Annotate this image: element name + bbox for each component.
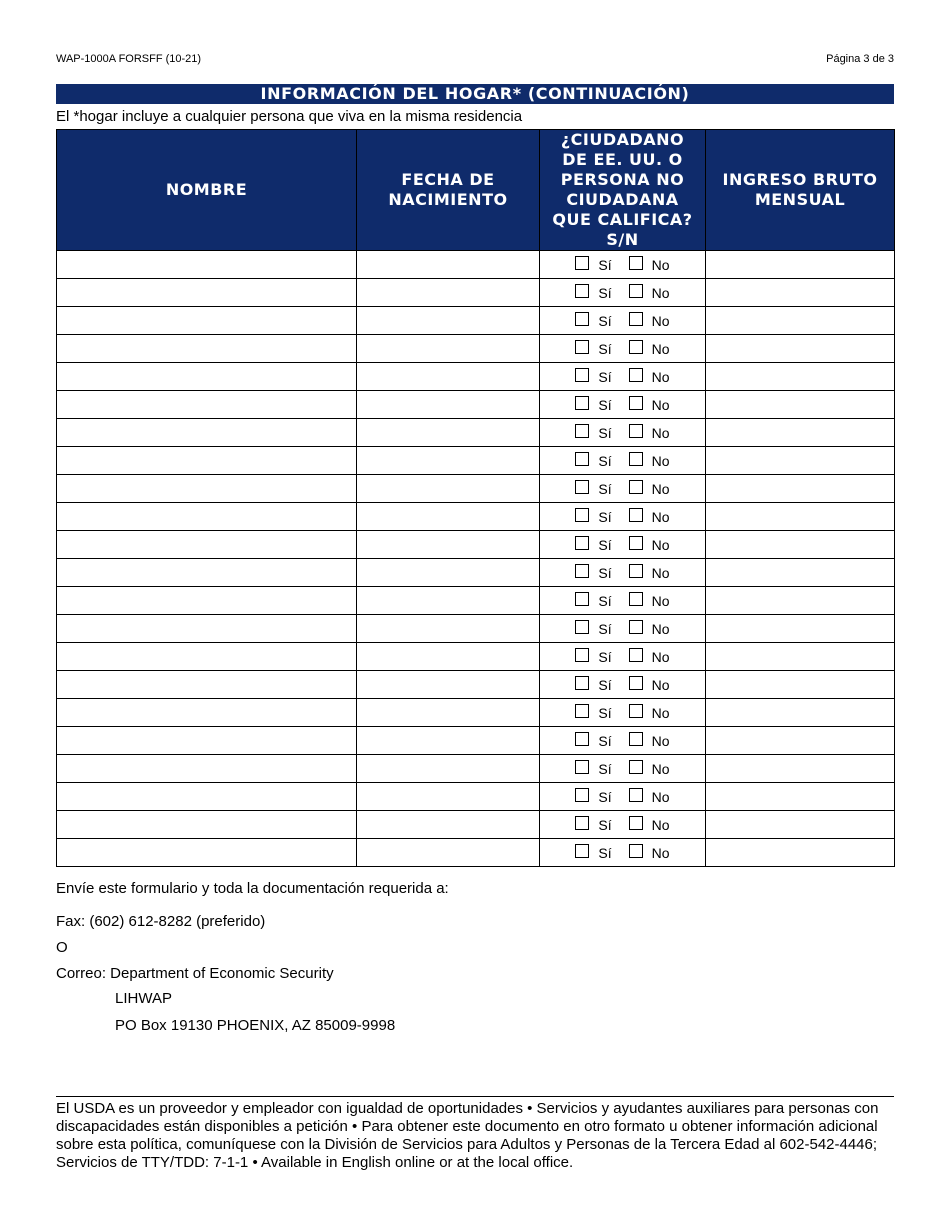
dob-cell[interactable] (357, 335, 540, 363)
citizen-cell (540, 699, 706, 727)
income-cell[interactable] (706, 279, 895, 307)
income-cell[interactable] (706, 391, 895, 419)
table-row (57, 531, 895, 559)
no-label: No (651, 620, 670, 637)
table-row (57, 307, 895, 335)
income-cell[interactable] (706, 671, 895, 699)
yes-label: Sí (598, 564, 612, 581)
dob-cell[interactable] (357, 615, 540, 643)
no-label: No (651, 732, 670, 749)
table-row (57, 615, 895, 643)
yes-label: Sí (598, 816, 612, 833)
yes-checkbox[interactable] (575, 676, 589, 690)
income-cell[interactable] (706, 419, 895, 447)
citizen-cell (540, 671, 706, 699)
no-label: No (651, 396, 670, 413)
fax-number: Fax: (602) 612-8282 (preferido) (56, 913, 266, 930)
yes-checkbox[interactable] (575, 508, 589, 522)
no-label: No (651, 676, 670, 693)
no-checkbox[interactable] (629, 536, 643, 550)
yes-checkbox[interactable] (575, 844, 589, 858)
footer-divider (56, 1096, 894, 1097)
name-cell[interactable] (57, 699, 357, 727)
citizen-cell (540, 251, 706, 279)
no-checkbox[interactable] (629, 396, 643, 410)
page-header (56, 53, 894, 65)
citizen-cell (540, 811, 706, 839)
household-table (56, 129, 895, 867)
table-row (57, 671, 895, 699)
name-cell[interactable] (57, 307, 357, 335)
yes-checkbox[interactable] (575, 732, 589, 746)
table-row (57, 643, 895, 671)
dob-cell[interactable] (357, 475, 540, 503)
income-cell[interactable] (706, 643, 895, 671)
table-header-row (57, 130, 895, 251)
yes-label: Sí (598, 396, 612, 413)
yes-label: Sí (598, 648, 612, 665)
citizen-cell (540, 839, 706, 867)
no-checkbox[interactable] (629, 704, 643, 718)
no-label: No (651, 788, 670, 805)
page-number: Página 3 de 3 (826, 53, 894, 65)
no-checkbox[interactable] (629, 452, 643, 466)
yes-label: Sí (598, 844, 612, 861)
table-row (57, 587, 895, 615)
name-cell[interactable] (57, 587, 357, 615)
income-cell[interactable] (706, 503, 895, 531)
income-cell[interactable] (706, 531, 895, 559)
name-cell[interactable] (57, 363, 357, 391)
no-checkbox[interactable] (629, 312, 643, 326)
dob-cell[interactable] (357, 251, 540, 279)
yes-checkbox[interactable] (575, 704, 589, 718)
income-cell[interactable] (706, 811, 895, 839)
table-row (57, 251, 895, 279)
income-cell[interactable] (706, 307, 895, 335)
yes-label: Sí (598, 592, 612, 609)
table-row (57, 727, 895, 755)
yes-checkbox[interactable] (575, 368, 589, 382)
citizen-cell (540, 475, 706, 503)
no-checkbox[interactable] (629, 648, 643, 662)
yes-checkbox[interactable] (575, 592, 589, 606)
no-label: No (651, 508, 670, 525)
income-cell[interactable] (706, 251, 895, 279)
income-cell[interactable] (706, 615, 895, 643)
income-cell[interactable] (706, 839, 895, 867)
yes-label: Sí (598, 452, 612, 469)
income-cell[interactable] (706, 699, 895, 727)
table-row (57, 363, 895, 391)
yes-checkbox[interactable] (575, 620, 589, 634)
citizen-cell (540, 587, 706, 615)
name-cell[interactable] (57, 559, 357, 587)
citizen-cell (540, 615, 706, 643)
yes-checkbox[interactable] (575, 396, 589, 410)
no-label: No (651, 648, 670, 665)
yes-checkbox[interactable] (575, 760, 589, 774)
yes-label: Sí (598, 312, 612, 329)
yes-label: Sí (598, 424, 612, 441)
name-cell[interactable] (57, 615, 357, 643)
yes-label: Sí (598, 368, 612, 385)
dob-cell[interactable] (357, 643, 540, 671)
dob-cell[interactable] (357, 503, 540, 531)
yes-label: Sí (598, 256, 612, 273)
no-label: No (651, 816, 670, 833)
no-checkbox[interactable] (629, 284, 643, 298)
dob-cell[interactable] (357, 531, 540, 559)
column-header-dob: FECHA DE NACIMIENTO (357, 130, 540, 251)
no-checkbox[interactable] (629, 816, 643, 830)
name-cell[interactable] (57, 335, 357, 363)
no-checkbox[interactable] (629, 480, 643, 494)
dob-cell[interactable] (357, 559, 540, 587)
yes-label: Sí (598, 620, 612, 637)
yes-label: Sí (598, 732, 612, 749)
no-checkbox[interactable] (629, 844, 643, 858)
column-header-name: NOMBRE (57, 130, 357, 251)
no-checkbox[interactable] (629, 340, 643, 354)
citizen-cell (540, 279, 706, 307)
form-id: WAP-1000A FORSFF (10-21) (56, 53, 202, 65)
name-cell[interactable] (57, 783, 357, 811)
no-checkbox[interactable] (629, 732, 643, 746)
citizen-cell (540, 727, 706, 755)
income-cell[interactable] (706, 783, 895, 811)
name-cell[interactable] (57, 755, 357, 783)
citizen-cell (540, 419, 706, 447)
yes-label: Sí (598, 536, 612, 553)
no-checkbox[interactable] (629, 256, 643, 270)
column-header-citizen: ¿CIUDADANO DE EE. UU. O PERSONA NO CIUDADANA QUE CALIFICA? S/N (540, 130, 706, 251)
no-label: No (651, 340, 670, 357)
name-cell[interactable] (57, 279, 357, 307)
yes-label: Sí (598, 788, 612, 805)
yes-label: Sí (598, 704, 612, 721)
table-row (57, 419, 895, 447)
citizen-cell (540, 755, 706, 783)
yes-checkbox[interactable] (575, 452, 589, 466)
no-checkbox[interactable] (629, 676, 643, 690)
send-to-text: Envíe este formulario y toda la documentación requerida a: (56, 880, 449, 897)
no-checkbox[interactable] (629, 592, 643, 606)
name-cell[interactable] (57, 475, 357, 503)
table-row (57, 447, 895, 475)
dob-cell[interactable] (357, 307, 540, 335)
dob-cell[interactable] (357, 783, 540, 811)
no-label: No (651, 844, 670, 861)
no-label: No (651, 760, 670, 777)
table-row (57, 335, 895, 363)
yes-checkbox[interactable] (575, 564, 589, 578)
yes-label: Sí (598, 760, 612, 777)
name-cell[interactable] (57, 503, 357, 531)
name-cell[interactable] (57, 419, 357, 447)
yes-label: Sí (598, 676, 612, 693)
table-row (57, 811, 895, 839)
name-cell[interactable] (57, 839, 357, 867)
dob-cell[interactable] (357, 839, 540, 867)
dob-cell[interactable] (357, 699, 540, 727)
yes-checkbox[interactable] (575, 284, 589, 298)
dob-cell[interactable] (357, 755, 540, 783)
no-label: No (651, 368, 670, 385)
income-cell[interactable] (706, 475, 895, 503)
citizen-cell (540, 783, 706, 811)
dob-cell[interactable] (357, 391, 540, 419)
name-cell[interactable] (57, 811, 357, 839)
no-label: No (651, 452, 670, 469)
income-cell[interactable] (706, 559, 895, 587)
name-cell[interactable] (57, 251, 357, 279)
table-row (57, 783, 895, 811)
citizen-cell (540, 643, 706, 671)
no-checkbox[interactable] (629, 424, 643, 438)
column-header-income: INGRESO BRUTO MENSUAL (706, 130, 895, 251)
table-row (57, 391, 895, 419)
yes-checkbox[interactable] (575, 536, 589, 550)
table-row (57, 475, 895, 503)
name-cell[interactable] (57, 391, 357, 419)
no-label: No (651, 312, 670, 329)
yes-checkbox[interactable] (575, 340, 589, 354)
dob-cell[interactable] (357, 587, 540, 615)
no-label: No (651, 424, 670, 441)
income-cell[interactable] (706, 727, 895, 755)
dob-cell[interactable] (357, 811, 540, 839)
yes-label: Sí (598, 284, 612, 301)
no-label: No (651, 256, 670, 273)
citizen-cell (540, 391, 706, 419)
table-row (57, 699, 895, 727)
name-cell[interactable] (57, 643, 357, 671)
footer-notice: El USDA es un proveedor y empleador con igualdad de oportunidades • Servicios y ayudantes auxiliares para personas con discapacidades están disponibles a petición • Para obtener este documento en otro formato u obtener información adicional sobre esta política, comuníquese con la División de Servicios para Adultos y Personas de la Tercera Edad al 602-542-4446; Servicios de TTY/TDD: 7-1-1 • Available in English online or at the local office. (56, 1100, 879, 1171)
no-label: No (651, 564, 670, 581)
income-cell[interactable] (706, 363, 895, 391)
table-row (57, 279, 895, 307)
no-checkbox[interactable] (629, 760, 643, 774)
citizen-cell (540, 363, 706, 391)
section-title: INFORMACIÓN DEL HOGAR* (CONTINUACIÓN) (56, 84, 894, 104)
name-cell[interactable] (57, 531, 357, 559)
income-cell[interactable] (706, 447, 895, 475)
no-label: No (651, 480, 670, 497)
household-note: El *hogar incluye a cualquier persona que viva en la misma residencia (56, 108, 523, 125)
name-cell[interactable] (57, 671, 357, 699)
no-checkbox[interactable] (629, 368, 643, 382)
yes-checkbox[interactable] (575, 424, 589, 438)
income-cell[interactable] (706, 755, 895, 783)
no-checkbox[interactable] (629, 788, 643, 802)
yes-checkbox[interactable] (575, 256, 589, 270)
mail-address-line3: PO Box 19130 PHOENIX, AZ 85009-9998 (115, 1017, 396, 1034)
no-label: No (651, 284, 670, 301)
dob-cell[interactable] (357, 671, 540, 699)
name-cell[interactable] (57, 447, 357, 475)
name-cell[interactable] (57, 727, 357, 755)
yes-checkbox[interactable] (575, 648, 589, 662)
yes-checkbox[interactable] (575, 312, 589, 326)
yes-label: Sí (598, 340, 612, 357)
citizen-cell (540, 307, 706, 335)
citizen-cell (540, 447, 706, 475)
no-checkbox[interactable] (629, 508, 643, 522)
table-row (57, 839, 895, 867)
dob-cell[interactable] (357, 447, 540, 475)
yes-checkbox[interactable] (575, 480, 589, 494)
no-label: No (651, 592, 670, 609)
no-checkbox[interactable] (629, 564, 643, 578)
citizen-cell (540, 335, 706, 363)
table-row (57, 755, 895, 783)
income-cell[interactable] (706, 335, 895, 363)
yes-checkbox[interactable] (575, 788, 589, 802)
mail-address-line1: Correo: Department of Economic Security (56, 965, 334, 982)
dob-cell[interactable] (357, 279, 540, 307)
table-row (57, 559, 895, 587)
or-text: O (56, 939, 68, 956)
yes-label: Sí (598, 480, 612, 497)
dob-cell[interactable] (357, 419, 540, 447)
yes-label: Sí (598, 508, 612, 525)
mail-address-line2: LIHWAP (115, 990, 172, 1007)
no-label: No (651, 536, 670, 553)
dob-cell[interactable] (357, 363, 540, 391)
citizen-cell (540, 531, 706, 559)
citizen-cell (540, 503, 706, 531)
income-cell[interactable] (706, 587, 895, 615)
table-row (57, 503, 895, 531)
no-label: No (651, 704, 670, 721)
dob-cell[interactable] (357, 727, 540, 755)
no-checkbox[interactable] (629, 620, 643, 634)
yes-checkbox[interactable] (575, 816, 589, 830)
citizen-cell (540, 559, 706, 587)
